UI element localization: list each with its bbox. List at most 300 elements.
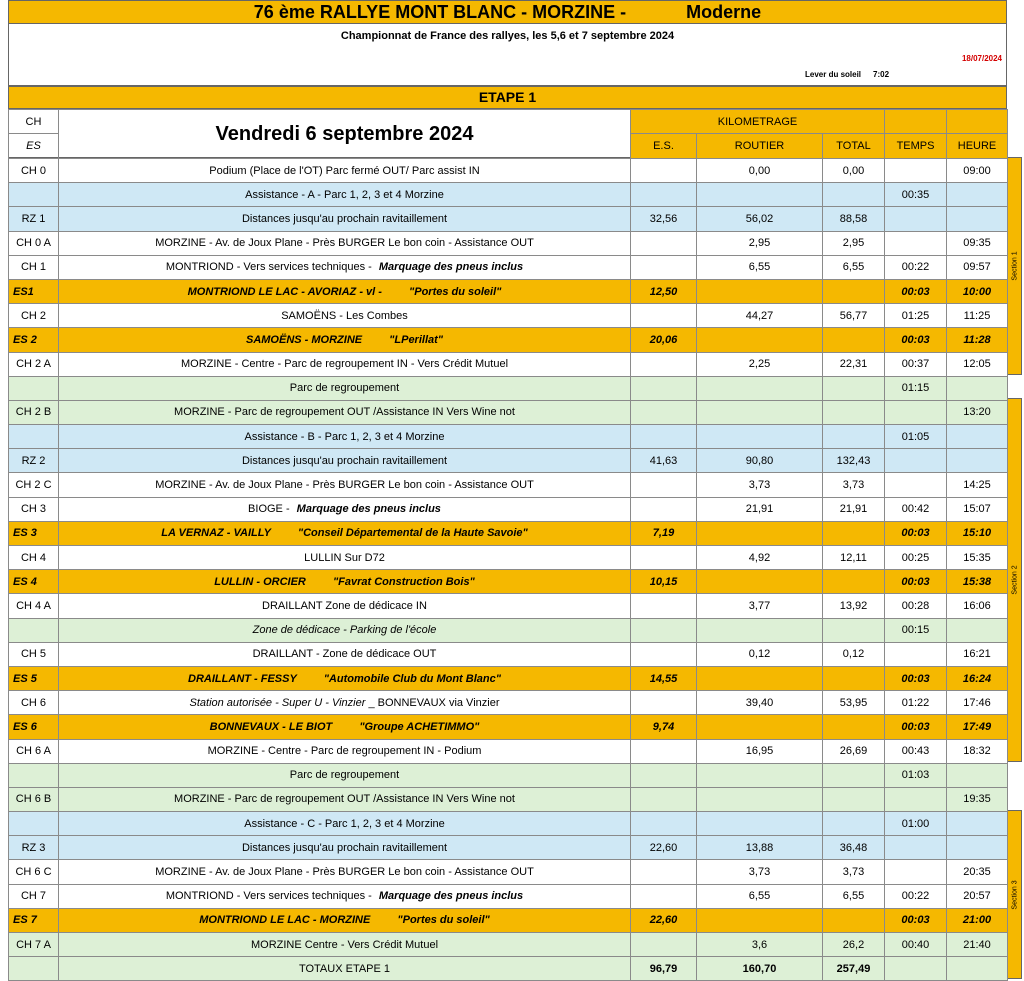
row-location [59,884,631,908]
location-text: DRAILLANT - FESSY [188,672,297,685]
row-heure: 16:06 [947,594,1008,618]
row-temps [885,787,947,811]
row-routier: 3,77 [697,594,823,618]
sunrise-time: 7:02 [873,70,890,79]
row-total [823,279,885,303]
location-text: LULLIN - ORCIER [214,575,306,588]
row-location [59,400,631,424]
row-code: ES 4 [9,570,59,594]
row-es-km [631,691,697,715]
row-temps [885,159,947,183]
row-code: ES 3 [9,521,59,545]
row-code: ES 7 [9,908,59,932]
row-temps: 00:03 [885,570,947,594]
rally-title: 76 ème RALLYE MONT BLANC - MORZINE - [253,2,627,22]
row-routier: 0,12 [697,642,823,666]
row-total: 36,48 [823,836,885,860]
row-total: 132,43 [823,449,885,473]
table-row [9,739,1008,763]
row-location [59,183,631,207]
row-code [9,812,59,836]
totals-routier: 160,70 [697,957,823,981]
row-location [59,352,631,376]
row-routier: 39,40 [697,691,823,715]
row-location [59,279,631,303]
row-total: 6,55 [823,884,885,908]
row-heure: 09:00 [947,159,1008,183]
row-es-km [631,812,697,836]
row-code [9,376,59,400]
row-temps: 00:43 [885,739,947,763]
row-location [59,642,631,666]
row-routier: 56,02 [697,207,823,231]
location-text: Distances jusqu'au prochain ravitaillement [241,212,448,225]
row-temps: 00:22 [885,884,947,908]
row-location [59,497,631,521]
row-temps [885,642,947,666]
location-text: MORZINE Centre - Vers Crédit Mutuel [250,938,439,951]
row-routier: 4,92 [697,546,823,570]
row-total [823,763,885,787]
row-total: 13,92 [823,594,885,618]
rally-title-bar [8,0,1007,24]
row-code: CH 2 A [9,352,59,376]
row-es-km: 20,06 [631,328,697,352]
row-location [59,304,631,328]
row-code: CH 6 [9,691,59,715]
table-row [9,546,1008,570]
row-routier: 6,55 [697,255,823,279]
section-1-tab: Section 1 [1008,157,1022,375]
location-text: Distances jusqu'au prochain ravitaillement [241,841,448,854]
row-code: CH 7 [9,884,59,908]
timetable [8,158,1008,981]
row-temps: 01:05 [885,425,947,449]
row-routier [697,183,823,207]
location-text: Parc de regroupement [289,382,400,395]
row-total: 22,31 [823,352,885,376]
row-routier [697,666,823,690]
row-es-km [631,183,697,207]
row-routier: 3,6 [697,933,823,957]
row-total: 53,95 [823,691,885,715]
location-text: MORZINE - Centre - Parc de regroupement IN - Podium [207,745,482,758]
row-code [9,183,59,207]
row-routier [697,328,823,352]
row-location [59,594,631,618]
table-row [9,231,1008,255]
row-temps: 01:25 [885,304,947,328]
location-text: Distances jusqu'au prochain ravitaillement [241,454,448,467]
sunrise-info [805,70,889,79]
row-routier: 3,73 [697,860,823,884]
table-row [9,473,1008,497]
row-temps: 00:40 [885,933,947,957]
row-heure: 21:00 [947,908,1008,932]
row-es-km [631,763,697,787]
row-temps: 00:42 [885,497,947,521]
row-es-km: 32,56 [631,207,697,231]
row-heure: 09:57 [947,255,1008,279]
row-location [59,933,631,957]
row-temps: 01:00 [885,812,947,836]
row-total [823,812,885,836]
row-location [59,231,631,255]
row-routier [697,570,823,594]
row-routier: 13,88 [697,836,823,860]
row-heure [947,618,1008,642]
row-code: CH 6 C [9,860,59,884]
table-row [9,812,1008,836]
col-routier: ROUTIER [697,134,823,159]
location-text: Zone de dédicace - Parking de l'école [252,624,437,637]
row-location [59,207,631,231]
row-total: 21,91 [823,497,885,521]
row-heure: 13:20 [947,400,1008,424]
row-heure: 15:38 [947,570,1008,594]
row-heure: 16:21 [947,642,1008,666]
row-code: CH 7 A [9,933,59,957]
location-extra: "Favrat Construction Bois" [332,575,475,588]
row-es-km [631,255,697,279]
section-2-tab: Section 2 [1008,398,1022,762]
row-temps: 00:03 [885,908,947,932]
column-header [8,109,1007,158]
location-text: DRAILLANT Zone de dédicace IN [262,599,427,612]
row-heure [947,183,1008,207]
row-location [59,715,631,739]
section-3-tab: Section 3 [1008,810,1022,979]
location-text: _ BONNEVAUX via Vinzier [368,696,500,709]
row-temps: 00:35 [885,183,947,207]
location-text: MORZINE - Parc de regroupement OUT /Assistance IN Vers Wine not [174,406,515,419]
location-extra: "LPerillat" [389,333,444,346]
location-text: BONNEVAUX - LE BIOT [209,720,333,733]
row-location [59,618,631,642]
row-temps: 00:15 [885,618,947,642]
table-row [9,400,1008,424]
location-text: SAMOËNS - Les Combes [281,309,408,322]
row-total [823,183,885,207]
row-location [59,763,631,787]
location-extra: "Groupe ACHETIMMO" [359,720,480,733]
row-total: 12,11 [823,546,885,570]
row-routier: 6,55 [697,884,823,908]
row-temps: 00:03 [885,715,947,739]
row-heure: 09:35 [947,231,1008,255]
location-extra: Marquage des pneus inclus [378,261,524,274]
row-routier: 16,95 [697,739,823,763]
row-code: CH 0 [9,159,59,183]
location-text: SAMOËNS - MORZINE [245,333,363,346]
row-code: ES1 [9,279,59,303]
row-routier [697,763,823,787]
row-routier: 2,25 [697,352,823,376]
row-total [823,908,885,932]
row-routier [697,279,823,303]
location-text: MORZINE - Av. de Joux Plane - Près BURGER Le bon coin - Assistance OUT [155,237,534,250]
row-heure [947,449,1008,473]
row-temps: 00:28 [885,594,947,618]
row-routier [697,715,823,739]
table-row [9,352,1008,376]
row-temps [885,231,947,255]
table-row [9,449,1008,473]
row-location [59,739,631,763]
stage-row [9,279,1008,303]
row-routier: 2,95 [697,231,823,255]
edition-date: 18/07/2024 [961,54,1002,63]
location-text: MONTRIOND LE LAC - AVORIAZ - vl - [187,285,382,298]
row-temps [885,836,947,860]
row-es-km: 7,19 [631,521,697,545]
row-es-km [631,473,697,497]
row-code [9,618,59,642]
location-text: MORZINE - Centre - Parc de regroupement IN - Vers Crédit Mutuel [180,358,509,371]
row-es-km [631,739,697,763]
row-total [823,328,885,352]
location-text: Assistance - A - Parc 1, 2, 3 et 4 Morzine [245,188,444,201]
row-code: CH 6 B [9,787,59,811]
row-heure: 20:35 [947,860,1008,884]
location-extra: Marquage des pneus inclus [296,503,441,516]
stage-row [9,521,1008,545]
row-heure: 11:25 [947,304,1008,328]
row-total [823,666,885,690]
totals-total: 257,49 [823,957,885,981]
totals-label: TOTAUX ETAPE 1 [59,957,631,981]
row-total [823,521,885,545]
table-row [9,642,1008,666]
row-temps: 00:22 [885,255,947,279]
row-location [59,449,631,473]
row-heure: 17:49 [947,715,1008,739]
totals-es: 96,79 [631,957,697,981]
location-extra: Marquage des pneus inclus [378,890,524,903]
row-heure [947,425,1008,449]
row-heure: 15:07 [947,497,1008,521]
row-routier [697,376,823,400]
row-temps: 00:25 [885,546,947,570]
row-location [59,425,631,449]
row-es-km [631,497,697,521]
row-es-km [631,860,697,884]
location-text: BIOGE - [248,503,290,516]
row-routier: 21,91 [697,497,823,521]
row-heure: 14:25 [947,473,1008,497]
table-row [9,304,1008,328]
stage-row [9,715,1008,739]
row-code [9,425,59,449]
table-row [9,933,1008,957]
row-routier [697,787,823,811]
row-es-km [631,376,697,400]
location-note: Station autorisée - Super U - Vinzier [189,696,366,709]
col-es: ES [9,134,59,159]
row-code: CH 2 [9,304,59,328]
row-es-km [631,618,697,642]
row-temps [885,860,947,884]
row-es-km [631,352,697,376]
sunrise-label: Lever du soleil [805,70,862,79]
table-row [9,497,1008,521]
row-total: 2,95 [823,231,885,255]
row-location [59,860,631,884]
table-row [9,691,1008,715]
row-code: RZ 3 [9,836,59,860]
row-total [823,425,885,449]
row-total: 0,12 [823,642,885,666]
row-total: 6,55 [823,255,885,279]
row-total: 26,69 [823,739,885,763]
row-code: CH 4 [9,546,59,570]
row-temps [885,207,947,231]
table-row [9,860,1008,884]
row-location [59,787,631,811]
table-row [9,425,1008,449]
row-code: ES 2 [9,328,59,352]
row-code: ES 5 [9,666,59,690]
row-es-km: 22,60 [631,908,697,932]
row-heure: 17:46 [947,691,1008,715]
location-text: LA VERNAZ - VAILLY [161,527,271,540]
row-routier [697,425,823,449]
row-location [59,376,631,400]
row-temps [885,449,947,473]
row-code: ES 6 [9,715,59,739]
stage-row [9,570,1008,594]
col-kilometrage: KILOMETRAGE [631,110,885,134]
row-total [823,400,885,424]
row-temps: 00:03 [885,666,947,690]
row-location [59,473,631,497]
row-total [823,618,885,642]
row-es-km [631,546,697,570]
stage-row [9,908,1008,932]
col-heure: HEURE [947,134,1008,159]
row-heure [947,376,1008,400]
location-text: MORZINE - Av. de Joux Plane - Près BURGER Le bon coin - Assistance OUT [155,866,534,879]
col-total: TOTAL [823,134,885,159]
row-location [59,691,631,715]
location-text: MONTRIOND LE LAC - MORZINE [199,914,371,927]
row-temps: 00:03 [885,521,947,545]
row-total [823,787,885,811]
row-location [59,908,631,932]
location-extra: "Automobile Club du Mont Blanc" [323,672,501,685]
col-temps: TEMPS [885,134,947,159]
location-text: Assistance - B - Parc 1, 2, 3 et 4 Morzine [244,430,445,443]
championship-subtitle: Championnat de France des rallyes, les 5,6 et 7 septembre 2024 [340,30,675,42]
row-temps: 01:03 [885,763,947,787]
row-total: 3,73 [823,473,885,497]
row-es-km [631,884,697,908]
row-es-km: 22,60 [631,836,697,860]
table-row [9,836,1008,860]
stage-row [9,328,1008,352]
table-row [9,594,1008,618]
row-location [59,255,631,279]
row-temps: 00:03 [885,279,947,303]
row-routier [697,521,823,545]
col-es-km: E.S. [631,134,697,159]
row-routier: 0,00 [697,159,823,183]
row-es-km [631,425,697,449]
row-code: CH 5 [9,642,59,666]
row-total [823,376,885,400]
row-location [59,546,631,570]
row-routier [697,908,823,932]
table-row [9,207,1008,231]
location-text: Assistance - C - Parc 1, 2, 3 et 4 Morzine [244,817,445,830]
row-heure [947,836,1008,860]
row-es-km: 41,63 [631,449,697,473]
row-heure: 20:57 [947,884,1008,908]
stage-row [9,666,1008,690]
row-temps [885,400,947,424]
row-es-km: 14,55 [631,666,697,690]
row-total: 26,2 [823,933,885,957]
table-row [9,376,1008,400]
row-routier [697,812,823,836]
row-routier: 3,73 [697,473,823,497]
row-temps: 01:22 [885,691,947,715]
row-heure: 21:40 [947,933,1008,957]
rally-class: Moderne [686,2,762,22]
row-temps: 00:37 [885,352,947,376]
row-temps: 01:15 [885,376,947,400]
row-es-km: 9,74 [631,715,697,739]
row-code: RZ 1 [9,207,59,231]
row-total: 56,77 [823,304,885,328]
location-text: DRAILLANT - Zone de dédicace OUT [252,648,437,661]
location-extra: "Portes du soleil" [409,285,502,298]
row-code: CH 4 A [9,594,59,618]
row-es-km: 10,15 [631,570,697,594]
location-text: MONTRIOND - Vers services techniques - [165,890,372,903]
col-ch: CH [9,110,59,134]
row-es-km [631,231,697,255]
row-heure: 16:24 [947,666,1008,690]
row-heure: 10:00 [947,279,1008,303]
row-total [823,715,885,739]
row-code [9,763,59,787]
row-location [59,328,631,352]
row-code: CH 6 A [9,739,59,763]
location-text: MORZINE - Parc de regroupement OUT /Assistance IN Vers Wine not [174,793,515,806]
row-location [59,570,631,594]
row-es-km: 12,50 [631,279,697,303]
row-es-km [631,400,697,424]
row-temps [885,473,947,497]
row-heure: 11:28 [947,328,1008,352]
table-row [9,255,1008,279]
totals-row [9,957,1008,981]
row-heure [947,763,1008,787]
row-code: CH 2 C [9,473,59,497]
row-es-km [631,304,697,328]
row-code: CH 2 B [9,400,59,424]
row-total: 88,58 [823,207,885,231]
row-routier: 44,27 [697,304,823,328]
row-total: 3,73 [823,860,885,884]
location-text: Podium (Place de l'OT) Parc fermé OUT/ Parc assist IN [209,164,480,177]
location-text: LULLIN Sur D72 [304,551,385,564]
row-location [59,159,631,183]
location-text: MONTRIOND - Vers services techniques - [165,261,372,274]
row-location [59,666,631,690]
row-routier: 90,80 [697,449,823,473]
